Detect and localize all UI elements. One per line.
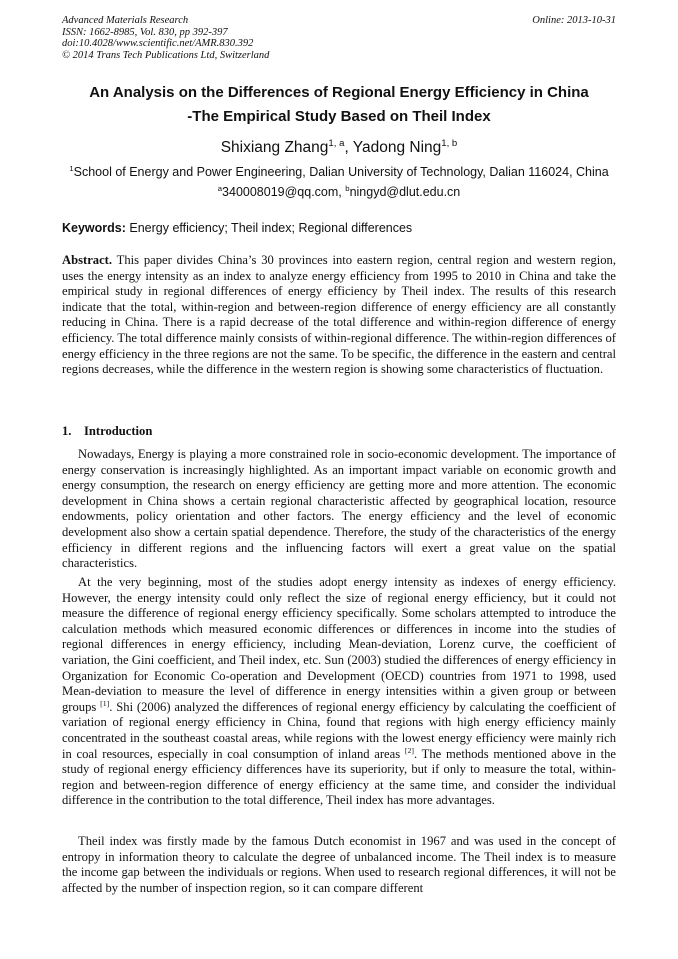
citation-ref: [2] bbox=[404, 745, 414, 755]
author-affiliation-mark: 1, a bbox=[328, 137, 345, 149]
keywords bbox=[62, 220, 616, 236]
author-separator: , bbox=[344, 139, 353, 156]
journal-header bbox=[62, 15, 616, 61]
paragraph-text: . The methods mentioned above in the study of regional energy efficiency differences have its superiority, but if only to measure the total, within-region and between-region difference of energy efficiency at the same time, and consider the individual difference in the contribution to the total difference, Theil index has more advantages. bbox=[62, 746, 616, 808]
issn-line: ISSN: 1662-8985, Vol. 830, pp 392-397 bbox=[62, 26, 228, 38]
author-name: Yadong Ning bbox=[352, 139, 442, 156]
copyright-line: © 2014 Trans Tech Publications Ltd, Switzerland bbox=[62, 49, 270, 61]
body-paragraph: Theil index was firstly made by the famous Dutch economist in 1967 and was used in the concept of entropy in information theory to calculate the degree of unbalanced income. The Theil index is to measure the income gap between the individuals or regions. When used to research regional differences, it will not be affected by the number of inspection region, so it can compare different bbox=[62, 834, 616, 895]
abstract-label: Abstract. bbox=[62, 253, 113, 267]
author-emails bbox=[40, 184, 638, 200]
affiliation bbox=[20, 164, 658, 180]
email-mark: b bbox=[345, 183, 350, 193]
email-address: 340008019@qq.com bbox=[222, 185, 339, 199]
section-title: Introduction bbox=[84, 424, 153, 438]
citation-ref: [1] bbox=[100, 698, 110, 708]
journal-name: Advanced Materials Research bbox=[62, 15, 189, 26]
keywords-label: Keywords: bbox=[62, 221, 126, 235]
body-paragraph bbox=[62, 575, 616, 809]
paragraph-text: . Shi (2006) analyzed the differences of regional energy efficiency by calculating the coefficient of variation of regional energy efficiency in China, found that regions with high energy efficiency mainly concentrated in the southeast coastal areas, while regions with the lowest energy efficiency were mainly rich in coal resources, especially in coal consumption of inland areas bbox=[62, 699, 616, 761]
body-paragraph: Nowadays, Energy is playing a more constrained role in socio-economic development. The importance of energy conservation is increasingly highlighted. As an important impact variable on economic growth and energy consumption, the research on energy efficiency are getting more and more attention. The economic development in China shows a certain regional characteristic affected by geographical location, resource endowments, policy orientation and other factors. The energy efficiency and the level of economic development also show a certain spatial dependence. Therefore, the study of the characteristics of the energy efficiency in different regions and the influencing factors will exert a great value on the spatial characteristics. bbox=[62, 447, 616, 571]
section-number: 1. bbox=[62, 424, 72, 438]
author-affiliation-mark: 1, b bbox=[441, 137, 458, 149]
email-mark: a bbox=[217, 183, 223, 193]
abstract bbox=[62, 253, 616, 378]
keywords-text: Energy efficiency; Theil index; Regional differences bbox=[125, 221, 413, 235]
doi-line: doi:10.4028/www.scientific.net/AMR.830.392 bbox=[62, 38, 254, 49]
author-name: Shixiang Zhang bbox=[220, 139, 329, 156]
affiliation-text: School of Energy and Power Engineering, Dalian University of Technology, Dalian 116024, China bbox=[73, 165, 609, 179]
abstract-text: This paper divides China’s 30 provinces into eastern region, central region and western region, uses the energy intensity as an index to analyze energy efficiency from 1995 to 2010 in China and take the empirical study in regional differences of energy efficiency by Theil index. The results of this research indicate that the total, within-region and between-region difference of energy efficiency are all constantly reducing in China. There is a rapid decrease of the total difference and within-region difference of energy efficiency. The total difference mainly consists of within-regional difference. The within-region differences of energy efficiency in the three regions are not the same. To be specific, the difference in the eastern and central regions decreases, while the difference in the western region is showing some characteristics of fluctuation. bbox=[62, 253, 616, 377]
email-separator: , bbox=[338, 185, 346, 199]
paragraph-text: At the very beginning, most of the studies adopt energy intensity as indexes of energy efficiency. However, the energy intensity could only reflect the size of regional energy efficiency, but it could not measure the difference of regional energy efficiency specifically. Some scholars attempted to introduce the calculation methods which measured economic differences or differences in income into the studies of regional differences in energy efficiency, including Mean-deviation, Lorenz curve, the coefficient of variation, the Gini coefficient, and Theil index, etc. Sun (2003) studied the differences of energy efficiency in Organization for Economic Co-operation and Development (OECD) countries from 1971 to 1998, used Mean-deviation to measure the level of difference in energy intensities within a given group or between groups bbox=[62, 575, 616, 714]
online-date: Online: 2013-10-31 bbox=[532, 15, 616, 26]
email-address: ningyd@dlut.edu.cn bbox=[349, 185, 461, 199]
section-heading bbox=[62, 423, 152, 439]
paper-title-line-1: An Analysis on the Differences of Regional Energy Efficiency in China bbox=[89, 84, 589, 101]
affiliation-mark: 1 bbox=[69, 163, 74, 173]
author-list bbox=[40, 138, 638, 158]
paper-title-line-2: -The Empirical Study Based on Theil Index bbox=[187, 108, 491, 125]
